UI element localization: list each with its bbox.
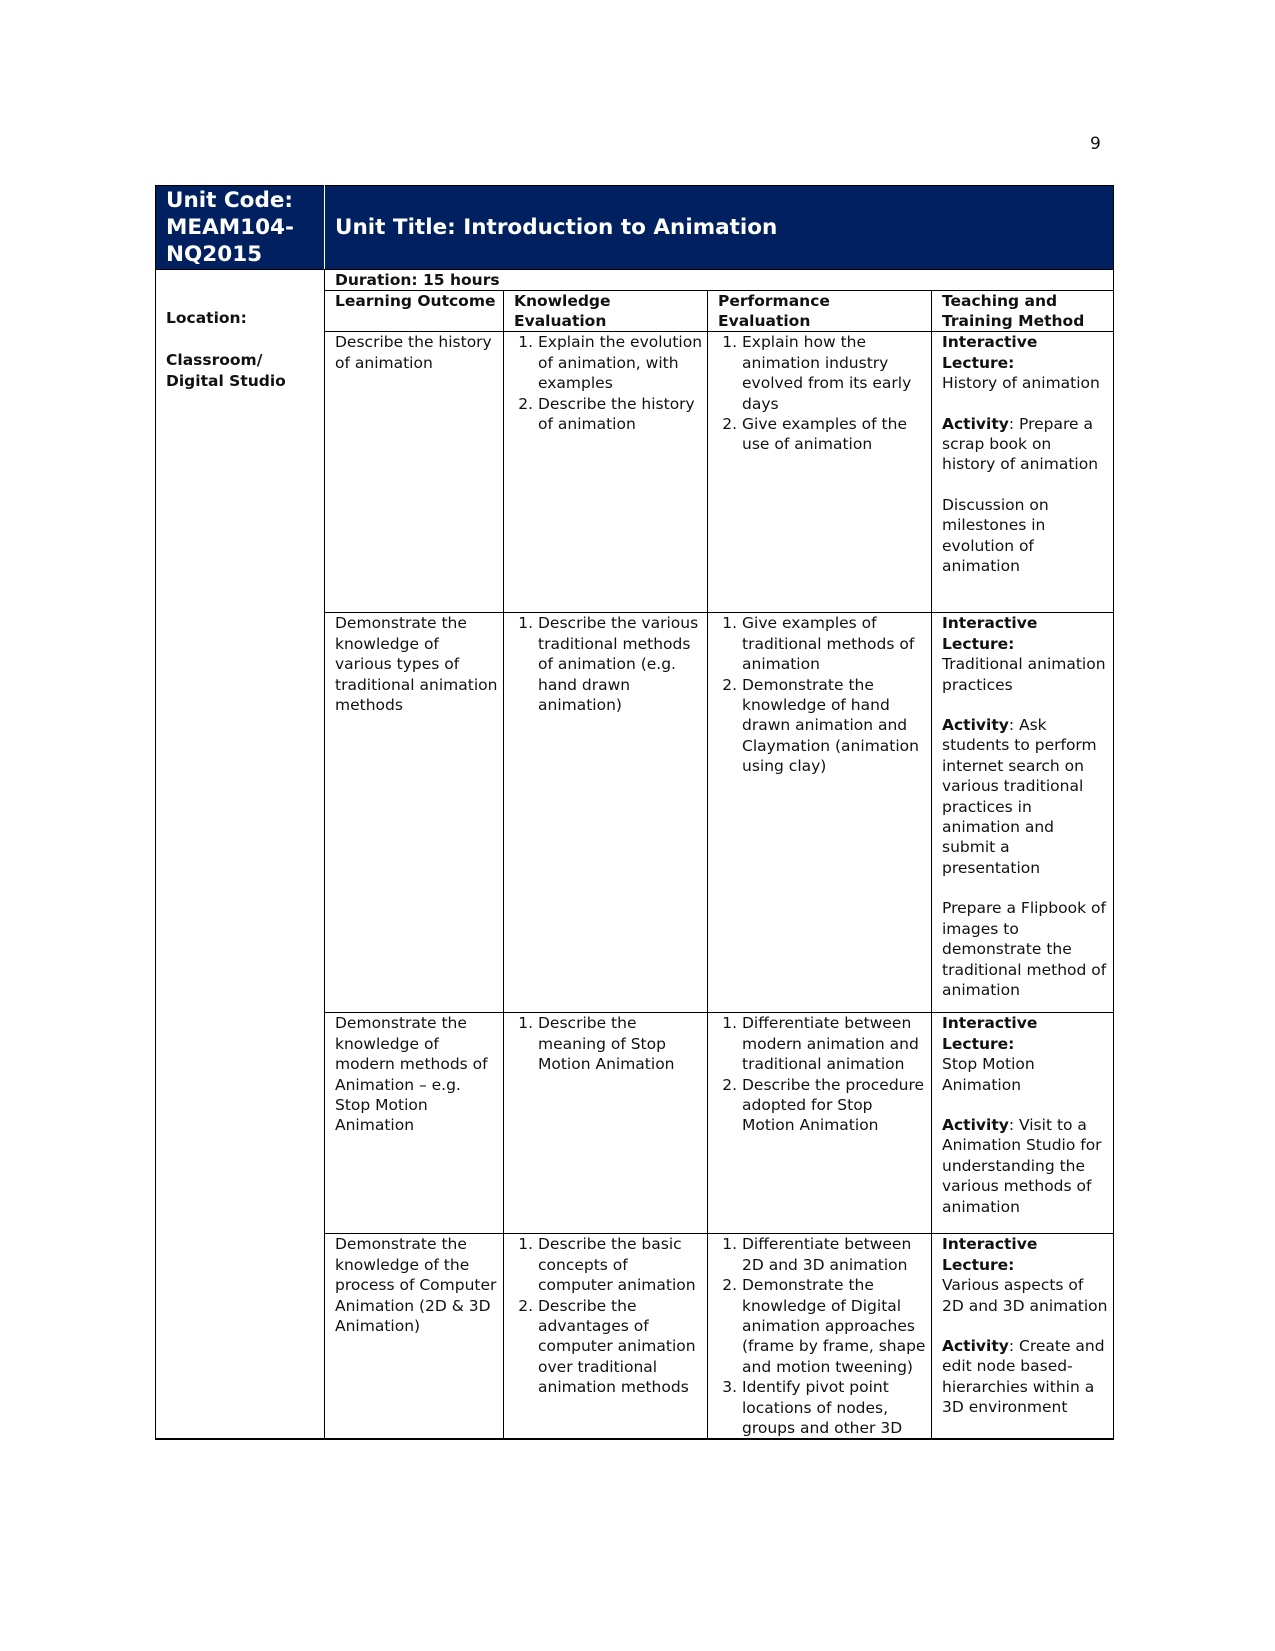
list-item: 2. Give examples of the use of animation (742, 414, 927, 455)
lecture-text: Stop Motion Animation (942, 1055, 1035, 1094)
learning-outcome: Demonstrate the knowledge of the process of Computer Animation (2D & 3D Animation) (325, 1234, 504, 1440)
knowledge-evaluation (504, 1234, 708, 1440)
learning-outcome: Demonstrate the knowledge of various types of traditional animation methods (325, 613, 504, 1013)
activity-label: Activity (942, 1116, 1009, 1135)
lecture-text: Traditional animation practices (942, 655, 1106, 694)
activity-label: Activity (942, 414, 1009, 433)
activity-text: : Create and edit node based-hierarchies within a 3D environment (942, 1337, 1105, 1417)
unit-code-cell (156, 186, 325, 270)
list-item: 1. Describe the various traditional methods of animation (e.g. hand drawn animation) (538, 613, 703, 715)
activity-text: : Visit to a Animation Studio for understanding the various methods of animation (942, 1116, 1102, 1216)
column-header-performance-evaluation: Performance Evaluation (708, 291, 932, 332)
list-item: 2. Describe the advantages of computer animation over traditional animation methods (538, 1296, 703, 1398)
learning-outcome: Demonstrate the knowledge of modern methods of Animation – e.g. Stop Motion Animation (325, 1013, 504, 1234)
activity (942, 414, 1109, 475)
list-item: 2. Demonstrate the knowledge of Digital animation approaches (frame by frame, shape and motion tweening) (742, 1275, 927, 1377)
list-item: 2. Describe the procedure adopted for Stop Motion Animation (742, 1075, 927, 1136)
teaching-extra: Prepare a Flipbook of images to demonstrate the traditional method of animation (942, 899, 1107, 999)
activity-text: : Prepare a scrap book on history of animation (942, 414, 1099, 474)
lecture-text: History of animation (942, 374, 1100, 393)
column-header-knowledge-evaluation: Knowledge Evaluation (504, 291, 708, 332)
list-item: 2. Describe the history of animation (538, 394, 703, 435)
lecture-label: Interactive Lecture: (942, 333, 1038, 372)
unit-code-label: Unit Code: (166, 188, 294, 213)
lecture-label: Interactive Lecture: (942, 614, 1038, 653)
learning-outcome: Describe the history of animation (325, 332, 504, 613)
lecture-label: Interactive Lecture: (942, 1235, 1038, 1274)
teaching-method (932, 1013, 1114, 1234)
list-item: 1. Describe the basic concepts of computer animation (538, 1234, 703, 1295)
teaching-method (932, 613, 1114, 1013)
list-item: 1. Explain how the animation industry evolved from its early days (742, 332, 927, 414)
duration: Duration: 15 hours (325, 270, 1114, 291)
performance-evaluation (708, 332, 932, 613)
knowledge-evaluation (504, 1013, 708, 1234)
unit-table (155, 185, 1114, 1440)
duration-row (156, 270, 1114, 291)
column-header-learning-outcome: Learning Outcome (325, 291, 504, 332)
activity (942, 715, 1109, 878)
activity (942, 1336, 1109, 1418)
performance-evaluation (708, 613, 932, 1013)
unit-code-value-1: MEAM104- (166, 215, 294, 240)
list-item: 2. Demonstrate the knowledge of hand drawn animation and Claymation (animation using clay) (742, 675, 927, 777)
knowledge-evaluation (504, 332, 708, 613)
unit-header-row (156, 186, 1114, 270)
activity-label: Activity (942, 716, 1009, 735)
list-item: 1. Differentiate between 2D and 3D animation (742, 1234, 927, 1275)
list-item: 3. Identify pivot point locations of nodes, groups and other 3D (742, 1377, 927, 1438)
unit-code-value-2: NQ2015 (166, 242, 263, 267)
activity (942, 1115, 1109, 1217)
location-cell (156, 270, 325, 1440)
performance-evaluation (708, 1234, 932, 1440)
lecture-text: Various aspects of 2D and 3D animation (942, 1276, 1108, 1315)
list-item: 1. Differentiate between modern animation and traditional animation (742, 1013, 927, 1074)
teaching-method (932, 1234, 1114, 1440)
activity-text: : Ask students to perform internet search on various traditional practices in animation and submit a presentation (942, 716, 1097, 877)
teaching-method (932, 332, 1114, 613)
activity-label: Activity (942, 1337, 1009, 1356)
unit-title: Unit Title: Introduction to Animation (325, 186, 1114, 270)
list-item: 1. Give examples of traditional methods of animation (742, 613, 927, 674)
location-value: Classroom/ Digital Studio (166, 351, 286, 390)
teaching-extra: Discussion on milestones in evolution of animation (942, 495, 1049, 576)
column-header-teaching-method: Teaching and Training Method (932, 291, 1114, 332)
list-item: 1. Explain the evolution of animation, with examples (538, 332, 703, 393)
page-number: 9 (1090, 134, 1101, 154)
lecture-label: Interactive Lecture: (942, 1014, 1038, 1053)
knowledge-evaluation (504, 613, 708, 1013)
list-item: 1. Describe the meaning of Stop Motion Animation (538, 1013, 703, 1074)
location-label: Location: (166, 309, 247, 327)
performance-evaluation (708, 1013, 932, 1234)
